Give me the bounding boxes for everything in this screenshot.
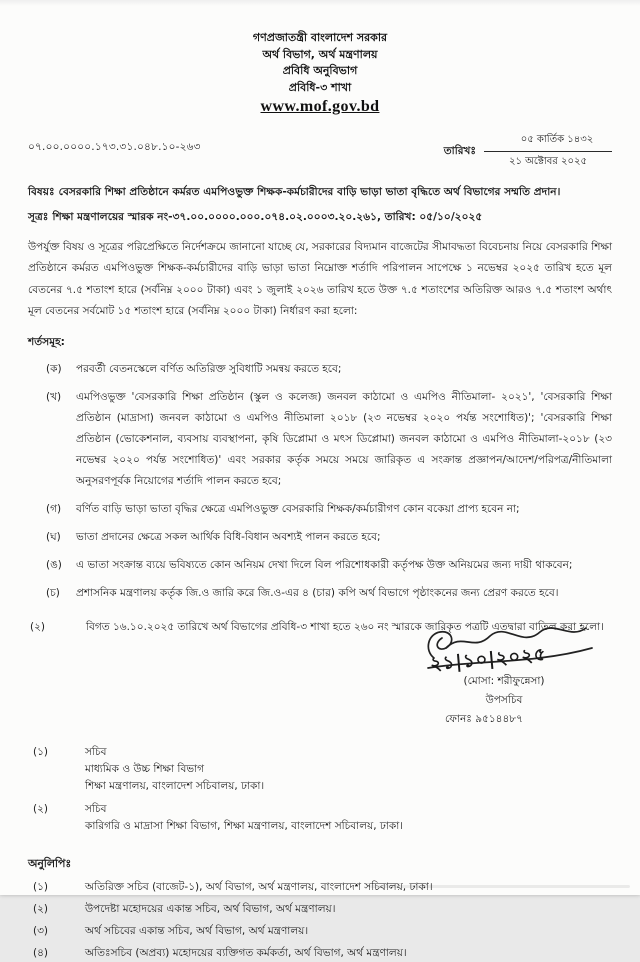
condition-text: বর্ণিত বাড়ি ভাড়া ভাতা বৃদ্ধির ক্ষেত্রে এমপিওভুক্ত বেসরকারি শিক্ষক/কর্মচারীগণ কোন বকেয়া প্রাপ্য হবেন না; [76,502,520,515]
cc-item [28,945,612,962]
recipient-line: শিক্ষা মন্ত্রণালয়, বাংলাদেশ সচিবালয়, ঢাকা। [85,779,265,792]
condition-item-ka [28,359,612,380]
recipient-number: (২) [33,802,49,815]
cc-number: (৩) [33,924,49,937]
condition-item-ga [28,499,612,520]
recipient-line: সচিব [85,802,107,815]
cc-heading: অনুলিপিঃ [28,856,72,870]
date-gregorian-calendar: ২১ অক্টোবর ২০২৫ [508,155,588,167]
condition-item-kha [28,387,612,492]
wing-name: প্রবিধি অনুবিভাগ [282,64,358,77]
cc-number: (৪) [33,946,49,959]
date-bangla-calendar: ০৫ কার্তিক ১৪৩২ [484,132,612,152]
cc-item [28,901,612,918]
condition-item-gha [28,527,612,548]
condition-label: (ঙ) [46,558,62,571]
condition-label: (চ) [46,586,60,599]
cc-item [28,923,612,940]
condition-label: (গ) [46,502,62,515]
recipient-line: মাধ্যমিক ও উচ্চ শিক্ষা বিভাগ [85,762,205,775]
cc-text: অর্থ সচিবের একান্ত সচিব, অর্থ বিভাগ, অর্থ মন্ত্রণালয়। [85,924,309,937]
reference-line [28,209,612,226]
cc-number: (২) [33,902,49,915]
cc-number: (১) [33,880,49,893]
signatory-name: (মোসা: শরীফুন্নেসা) [463,674,545,687]
cancellation-text: বিগত ১৬.১০.২০২৫ তারিখে অর্থ বিভাগের প্রবিধি-৩ শাখা হতে ২৬০ নং স্মারকে জারিকৃত পত্রটি এতদ্বারা বাতিল করা হলো। [86,620,604,633]
website-url: www.mof.gov.bd [260,98,380,115]
recipients-list [28,744,612,835]
condition-text: ভাতা প্রদানের ক্ষেত্রে সকল আর্থিক বিধি-বিধান অবশ্যই পালন করতে হবে; [76,530,381,543]
condition-item-cha [28,583,612,604]
memo-number: ০৭.০০.০০০০.১৭৩.৩১.০৪৮.১০-২৬৩ [28,140,201,153]
conditions-heading: শর্তসমূহ: [28,335,65,348]
division-ministry: অর্থ বিভাগ, অর্থ মন্ত্রণালয় [262,47,378,61]
recipient-line: সচিব [85,745,107,758]
scan-artifact-bottom [370,885,630,888]
recipient-item [28,801,612,835]
cc-text: অতিরিক্ত সচিব (বাজেট-১), অর্থ বিভাগ, অর্থ মন্ত্রণালয়, বাংলাদেশ সচিবালয়, ঢাকা। [85,880,433,893]
condition-label: (খ) [46,390,62,403]
reference-label: সূত্রঃ [28,210,49,223]
recipient-number: (১) [33,745,49,758]
condition-text: প্রশাসনিক মন্ত্রণালয় কর্তৃক জি.ও জারি করে জি.ও-এর ৪ (চার) কপি অর্থ বিভাগে পৃষ্ঠাংকনের জন্য প্রেরণ করতে হবে। [76,586,559,599]
signatory-phone: ফোনঃ ৯৫১৪৪৮৭ [445,712,523,725]
letterhead [28,30,612,116]
signature-block [404,636,604,732]
date-label: তারিখঃ [443,144,476,157]
cc-text: অতিঃসচিব (অপ্রব্য) মহোদয়ের ব্যক্তিগত কর্মকর্তা, অর্থ বিভাগ, অর্থ মন্ত্রণালয়। [85,946,407,959]
date-stack [484,132,612,171]
body-paragraph: উপর্যুক্ত বিষয় ও সূত্রের পরিপ্রেক্ষিতে নির্দেশক্রমে জানানো যাচ্ছে যে, সরকারের বিদ্যমান বাজেটের সীমাবদ্ধতা বিবেচনায় নিয়ে বেসরকারি শিক্ষা প্রতিষ্ঠানে কর্মরত এমপিওভুক্ত শিক্ষক-কর্মচারীদের বাড়ি ভাড়া ভাতা নিম্নোক্ত শর্তাদি পরিপালন সাপেক্ষে ১ নভেম্বর ২০২৫ তারিখ হতে মূল বেতনের ৭.৫ শতাংশ হারে (সর্বনিম্ন ২০০০ টাকা) এবং ১ জুলাই ২০২৬ তারিখ হতে উক্ত ৭.৫ শতাংশের অতিরিক্ত আরও ৭.৫ শতাংশ অর্থাৎ মূল বেতনের সর্বমোট ১৫ শতাংশ হারে (সর্বনিম্ন ২০০০ টাকা) নির্ধারণ করা হলো: [28,240,612,317]
handwritten-date: ২১|১০|২০২৫ [429,643,548,675]
condition-text: এমপিওভুক্ত 'বেসরকারি শিক্ষা প্রতিষ্ঠান (স্কুল ও কলেজ) জনবল কাঠামো ও এমপিও নীতিমালা- ২০২১', 'বেসরকারি শিক্ষা প্রতিষ্ঠান (মাদ্রাসা) জনবল কাঠামো ও এমপিও নীতিমালা ২০১৮ (২৩ নভেম্বর ২০২০ পর্যন্ত সংশোধিত)'; 'বেসরকারি শিক্ষা প্রতিষ্ঠান (ভোকেশনাল, ব্যবসায় ব্যবস্থাপনা, কৃষি ডিপ্লোমা ও মৎস ডিপ্লোমা) জনবল কাঠামো ও এমপিও নীতিমালা-২০১৮ (২৩ নভেম্বর ২০২০ পর্যন্ত সংশোধিত)' এবং সরকার কর্তৃক সময়ে সময়ে জারিকৃত এ সংক্রান্ত প্রজ্ঞাপন/আদেশ/পরিপত্র/নীতিমালা অনুসরণপূর্বক নিয়োগের শর্তাদি পালন করতে হবে; [76,390,612,487]
condition-label: (ক) [46,362,62,375]
government-name: গণপ্রজাতন্ত্রী বাংলাদেশ সরকার [252,31,388,44]
meta-row [28,132,612,171]
condition-text: পরবর্তী বেতনস্কেলে বর্ণিত অতিরিক্ত সুবিধাটি সমন্বয় করতে হবে; [76,362,342,375]
condition-item-uno [28,555,612,576]
signatory-designation: উপসচিব [485,693,523,706]
scan-artifact-top [0,0,640,6]
recipient-line: কারিগরি ও মাদ্রাসা শিক্ষা বিভাগ, শিক্ষা মন্ত্রণালয়, বাংলাদেশ সচিবালয়, ঢাকা। [85,819,404,832]
subject-text: বেসরকারি শিক্ষা প্রতিষ্ঠানে কর্মরত এমপিওভুক্ত শিক্ষক-কর্মচারীদের বাড়ি ভাড়া ভাতা বৃদ্ধিতে অর্থ বিভাগের সম্মতি প্রদান। [58,185,561,198]
condition-label: (ঘ) [46,530,61,543]
branch-name: প্রবিধি-৩ শাখা [288,80,352,94]
condition-text: এ ভাতা সংক্রান্ত ব্যয়ে ভবিষ্যতে কোন অনিয়ম দেখা দিলে বিল পরিশোধকারী কর্তৃপক্ষ উক্ত অনিয়মের জন্য দায়ী থাকবেন; [76,558,573,571]
cc-text: উপদেষ্টা মহোদয়ের একান্ত সচিব, অর্থ বিভাগ, অর্থ মন্ত্রণালয়। [85,902,336,915]
subject-line [28,184,612,201]
subject-label: বিষয়ঃ [28,185,55,198]
recipient-item [28,744,612,795]
paragraph-number: (২) [30,620,46,633]
date-block [444,132,612,171]
reference-text: শিক্ষা মন্ত্রণালয়ের স্মারক নং-৩৭.০০.০০০০.০০০.০৭৪.০২.০০০৩.২০.২৬১, তারিখ: ০৫/১০/২০২৫ [52,210,483,223]
